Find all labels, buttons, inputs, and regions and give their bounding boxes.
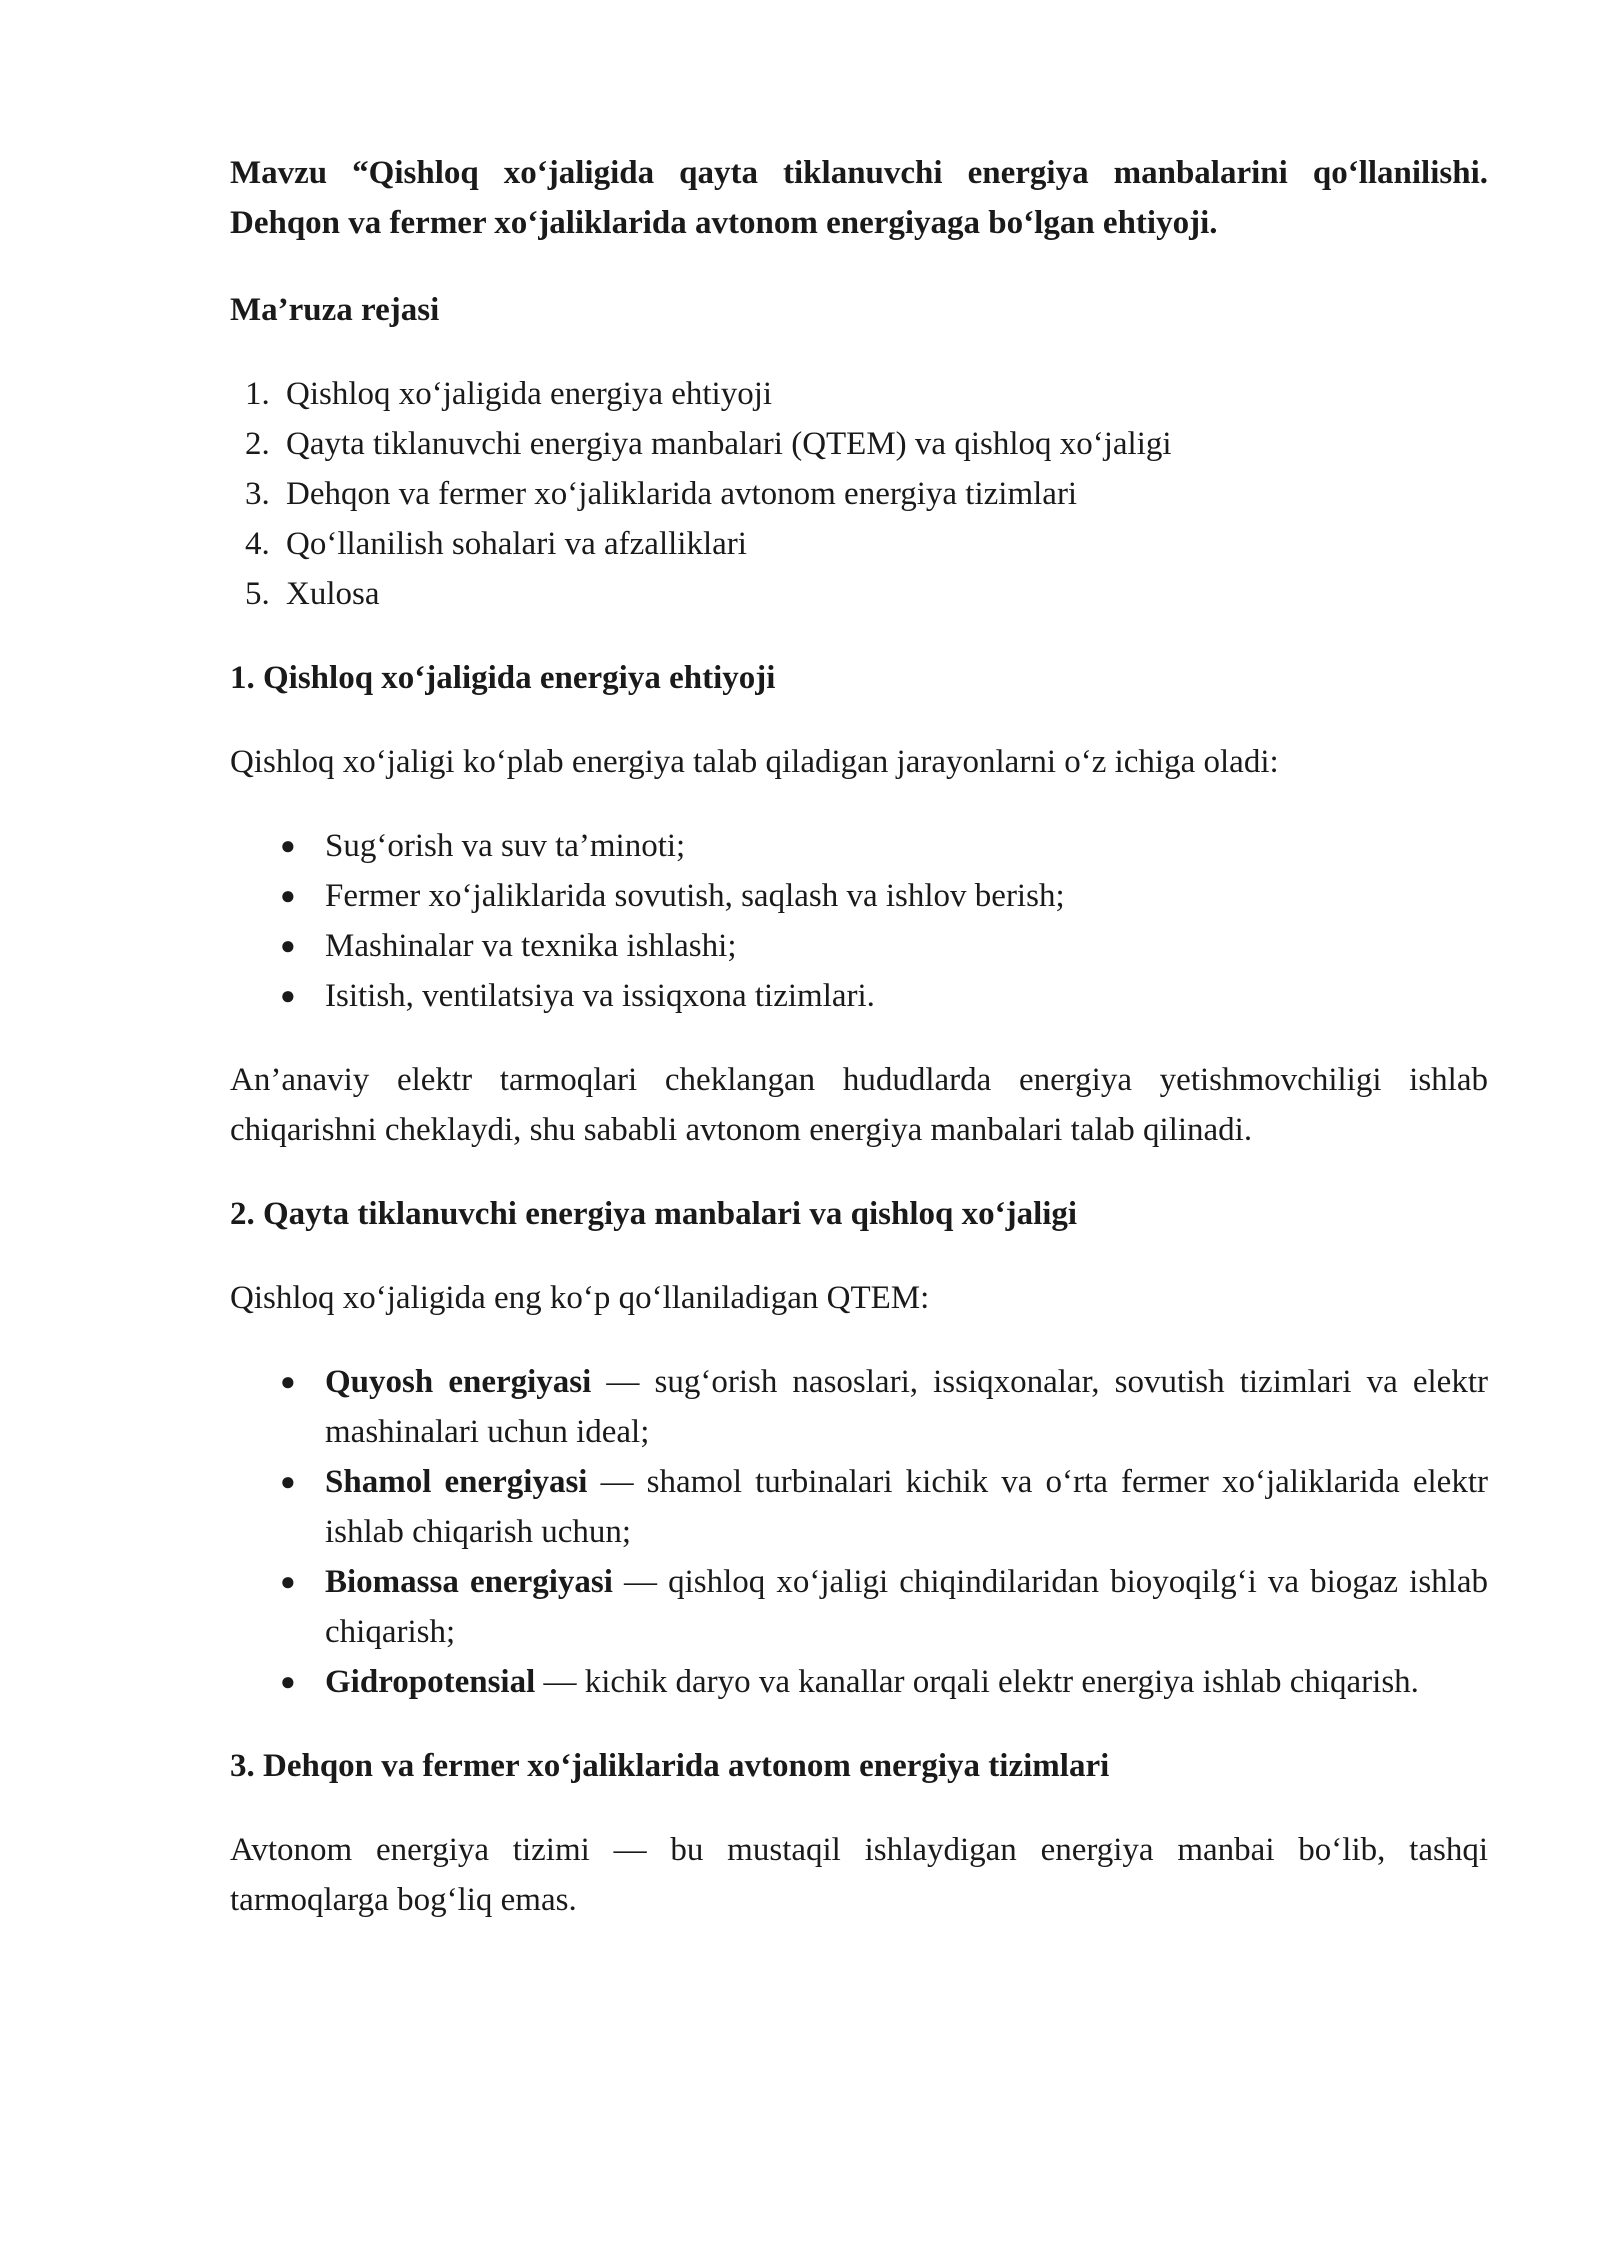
list-item-text: — kichik daryo va kanallar orqali elektr energiya ishlab chiqarish. (535, 1664, 1419, 1700)
list-item (280, 871, 1488, 921)
section-2-intro: Qishloq xo‘jaligida eng ko‘p qo‘llaniladigan QTEM: (230, 1280, 930, 1316)
list-item-text: Isitish, ventilatsiya va issiqxona tizimlari. (325, 978, 875, 1014)
list-item-text: — shamol turbinalari kichik va o‘rta fermer xo‘jaliklarida elektr ishlab chiqarish uchun; (325, 1464, 1488, 1550)
plan-item: 5. Xulosa (278, 569, 1488, 619)
bullet-icon: ● (280, 831, 296, 860)
bullet-icon: ● (280, 981, 296, 1010)
list-item (280, 1657, 1488, 1707)
list-item-text: — qishloq xo‘jaligi chiqindilaridan bioyoqilg‘i va biogaz ishlab chiqarish; (325, 1564, 1488, 1650)
list-item-text: Mashinalar va texnika ishlashi; (325, 928, 737, 964)
section-2-heading: 2. Qayta tiklanuvchi energiya manbalari va qishloq xo‘jaligi (230, 1196, 1078, 1232)
plan-item: 1. Qishloq xo‘jaligida energiya ehtiyoji (278, 369, 1488, 419)
bullet-icon: ● (280, 1367, 296, 1396)
bullet-icon: ● (280, 1567, 296, 1596)
list-item-term: Quyosh energiyasi (325, 1364, 592, 1400)
list-item (280, 1357, 1488, 1457)
bullet-icon: ● (280, 881, 296, 910)
plan-heading: Ma’ruza rejasi (230, 292, 440, 328)
list-item (280, 971, 1488, 1021)
list-item (280, 821, 1488, 871)
list-item (280, 1557, 1488, 1657)
list-item-term: Gidropotensial (325, 1664, 536, 1700)
plan-item: 2. Qayta tiklanuvchi energiya manbalari (QTEM) va qishloq xo‘jaligi (278, 419, 1488, 469)
plan-list (230, 369, 1488, 619)
plan-item: 4. Qo‘llanilish sohalari va afzalliklari (278, 519, 1488, 569)
section-1-intro: Qishloq xo‘jaligi ko‘plab energiya talab qiladigan jarayonlarni o‘z ichiga oladi: (230, 744, 1279, 780)
document-title: Mavzu “Qishloq xo‘jaligida qayta tiklanuvchi energiya manbalarini qo‘llanilishi. Dehqon va fermer xo‘jaliklarida avtonom energiyaga bo‘lgan ehtiyoji. (230, 155, 1488, 241)
bullet-icon: ● (280, 1467, 296, 1496)
plan-item: 3. Dehqon va fermer xo‘jaliklarida avtonom energiya tizimlari (278, 469, 1488, 519)
section-3-heading: 3. Dehqon va fermer xo‘jaliklarida avtonom energiya tizimlari (230, 1748, 1110, 1784)
section-1-conclusion: An’anaviy elektr tarmoqlari cheklangan hududlarda energiya yetishmovchiligi ishlab chiqarishni cheklaydi, shu sababli avtonom energiya manbalari talab qilinadi. (230, 1062, 1488, 1148)
list-item-term: Shamol energiyasi (325, 1464, 588, 1500)
list-item-text: Sug‘orish va suv ta’minoti; (325, 828, 686, 864)
section-1-bullet-list (230, 821, 1488, 1021)
list-item (280, 1457, 1488, 1557)
list-item (280, 921, 1488, 971)
bullet-icon: ● (280, 931, 296, 960)
section-3-intro: Avtonom energiya tizimi — bu mustaqil ishlaydigan energiya manbai bo‘lib, tashqi tarmoqlarga bog‘liq emas. (230, 1832, 1488, 1918)
section-2-bullet-list (230, 1357, 1488, 1707)
section-1-heading: 1. Qishloq xo‘jaligida energiya ehtiyoji (230, 660, 776, 696)
bullet-icon: ● (280, 1667, 296, 1696)
list-item-text: Fermer xo‘jaliklarida sovutish, saqlash va ishlov berish; (325, 878, 1065, 914)
list-item-text: — sug‘orish nasoslari, issiqxonalar, sovutish tizimlari va elektr mashinalari uchun ideal; (325, 1364, 1488, 1450)
list-item-term: Biomassa energiyasi (325, 1564, 613, 1600)
